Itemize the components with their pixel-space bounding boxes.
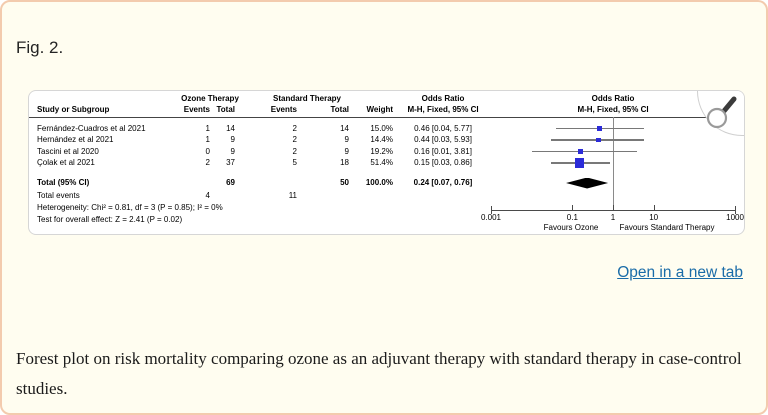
events-1-value: 0 (205, 146, 210, 156)
or-text-col-header: Odds Ratio (421, 94, 465, 103)
total-1-value: 37 (226, 158, 235, 167)
figure-label: Fig. 2. (16, 38, 64, 57)
or-graph-col-subheader: M-H, Fixed, 95% CI (577, 105, 649, 114)
total-1-value: 9 (230, 135, 235, 144)
total-or-ci-text: 0.24 [0.07, 0.76] (413, 178, 473, 187)
figure-caption: Forest plot on risk mortality comparing ozone as an adjuvant therapy with standard therapy in case-control studies. (16, 349, 742, 398)
events-2-value: 2 (292, 123, 297, 133)
events-1-value: 2 (205, 158, 210, 167)
magnifier-glass-icon (698, 91, 744, 135)
study-name: Çolak et al 2021 (37, 158, 95, 167)
events-2-value: 2 (292, 146, 297, 156)
total-2-value: 9 (344, 135, 349, 144)
axis-tick (654, 205, 655, 211)
heterogeneity-text: Heterogeneity: Chi² = 0.81, df = 3 (P = 0.85); I² = 0% (37, 203, 223, 212)
forest-plot-canvas (29, 91, 744, 234)
weight-value: 19.2% (370, 146, 393, 156)
total-2-value: 9 (344, 146, 349, 156)
axis-tick-label: 1000 (726, 213, 744, 222)
or-ci-text: 0.44 [0.03, 5.93] (414, 135, 472, 144)
col-header-study: Study or Subgroup (37, 105, 110, 114)
axis-tick (613, 205, 614, 211)
open-new-tab-link[interactable]: Open in a new tab (617, 264, 743, 281)
or-ci-text: 0.16 [0.01, 3.81] (414, 146, 472, 156)
favours-right-label: Favours Standard Therapy (619, 222, 715, 232)
axis-tick-label: 10 (649, 213, 659, 222)
total-events-2: 11 (288, 191, 297, 200)
total-events-label: Total events (37, 191, 80, 200)
study-name: Fernández-Cuadros et al 2021 (37, 123, 146, 133)
summary-diamond (566, 178, 608, 189)
total-1-value: 14 (226, 123, 235, 133)
or-marker (575, 158, 584, 167)
magnifier-icon[interactable] (697, 91, 744, 136)
total-total-2: 50 (340, 178, 349, 187)
col-header-events-1: Events (183, 105, 210, 114)
or-marker (597, 126, 602, 131)
or-marker (596, 138, 600, 142)
null-line (613, 117, 614, 210)
col-header-total-1: Total (216, 105, 235, 114)
or-marker (578, 149, 583, 154)
overall-effect-text: Test for overall effect: Z = 2.41 (P = 0.02) (37, 214, 183, 224)
total-1-value: 9 (230, 146, 235, 156)
group2-header: Standard Therapy (272, 94, 342, 103)
col-header-total-2: Total (330, 105, 349, 114)
total-2-value: 14 (340, 123, 349, 133)
group1-header: Ozone Therapy (181, 94, 239, 103)
total-label: Total (95% CI) (37, 178, 90, 187)
events-1-value: 1 (205, 135, 210, 144)
favours-left-label: Favours Ozone (543, 222, 599, 232)
axis-tick (572, 205, 573, 211)
forest-plot-figure[interactable] (28, 90, 745, 235)
or-ci-text: 0.46 [0.04, 5.77] (414, 123, 472, 133)
or-graph-col-header: Odds Ratio (591, 94, 635, 103)
weight-value: 15.0% (370, 123, 393, 133)
weight-value: 51.4% (370, 158, 393, 167)
study-name: Tascini et al 2020 (37, 146, 99, 156)
col-header-events-2: Events (270, 105, 297, 114)
ci-line (532, 151, 637, 153)
total-events-1: 4 (205, 191, 210, 200)
total-total-1: 69 (226, 178, 235, 187)
or-text-col-subheader: M-H, Fixed, 95% CI (407, 105, 479, 114)
weight-value: 14.4% (370, 135, 393, 144)
events-2-value: 2 (292, 135, 297, 144)
events-1-value: 1 (205, 123, 210, 133)
col-header-weight: Weight (366, 105, 393, 114)
or-ci-text: 0.15 [0.03, 0.86] (414, 158, 472, 167)
header-underline (29, 117, 744, 118)
axis-tick-label: 0.001 (480, 213, 502, 222)
total-2-value: 18 (340, 158, 349, 167)
events-2-value: 5 (292, 158, 297, 167)
axis-tick-label: 1 (610, 213, 616, 222)
total-weight: 100.0% (365, 178, 393, 187)
study-name: Hernández et al 2021 (37, 135, 114, 144)
axis-tick-label: 0.1 (566, 213, 578, 222)
